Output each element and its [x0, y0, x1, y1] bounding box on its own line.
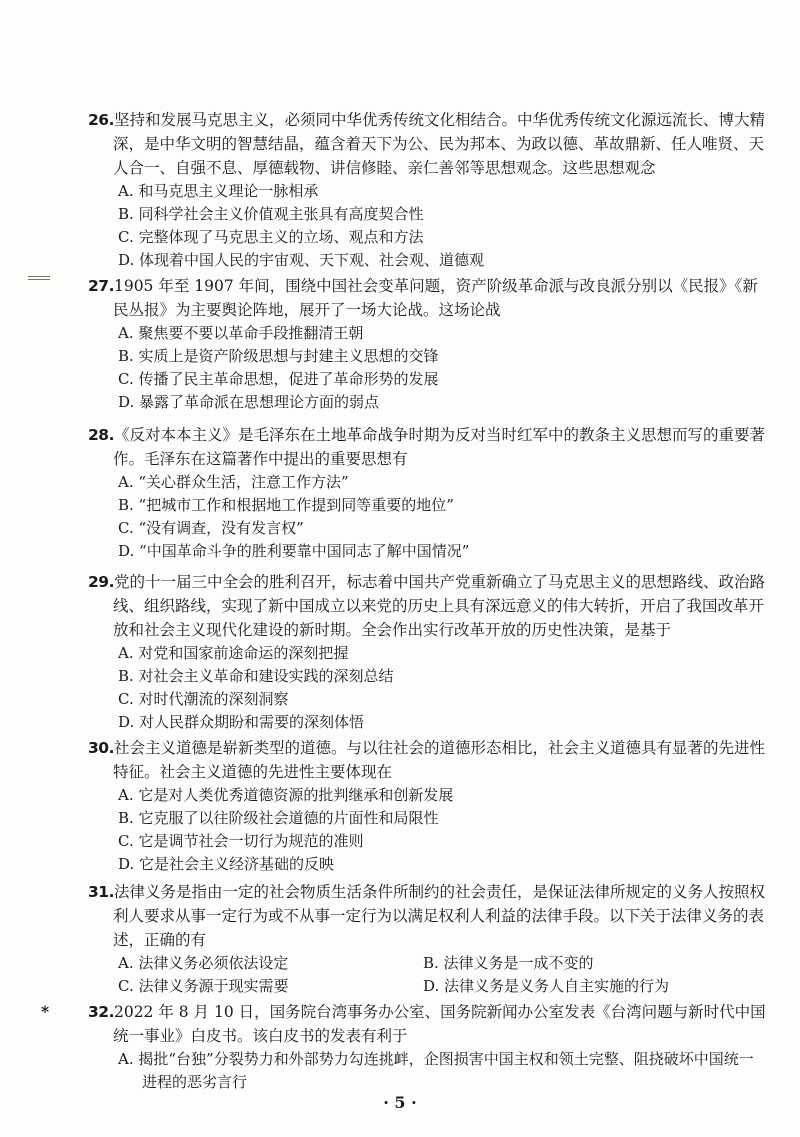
question-number: 31.: [88, 883, 114, 901]
question-stem: 党的十一届三中全会的胜利召开，标志着中国共产党重新确立了马克思主义的思想路线、政治路线、组织路线，实现了新中国成立以来党的历史上具有深远意义的伟大转折，开启了我国改革开放和社会主义现代化建设的新时期。全会作出实行改革开放的历史性决策，是基于: [113, 573, 765, 639]
question-number: 30.: [88, 739, 114, 757]
option-c: C. 法律义务源于现实需要: [118, 977, 289, 995]
question-26: [88, 108, 768, 272]
option-a: A. 聚焦要不要以革命手段推翻清王朝: [118, 324, 364, 342]
option-d: D. 对人民群众期盼和需要的深刻体悟: [118, 713, 365, 731]
question-32: * 32.2022 年 8 月 10 日，国务院台湾事务办公室、国务院新闻办公室发表《台湾问题与新时代中国统一事业》白皮书。该白皮书的发表有利于 A. 揭批“台独”分裂势力和外部势力勾连挑衅，企图损害中国主权和领土完整、阻挠破坏中国统一进程的恶劣言行: [88, 1000, 768, 1094]
question-number: 27.: [88, 277, 114, 295]
question-30: [88, 736, 768, 876]
option-c: C. 完整体现了马克思主义的立场、观点和方法: [118, 228, 424, 246]
question-stem: 社会主义道德是崭新类型的道德。与以往社会的道德形态相比，社会主义道德具有显著的先进性特征。社会主义道德的先进性主要体现在: [113, 739, 765, 781]
option-a: A. “关心群众生活，注意工作方法”: [118, 473, 349, 491]
question-stem: 法律义务是指由一定的社会物质生活条件所制约的社会责任，是保证法律所规定的义务人按照权利人要求从事一定行为或不从事一定行为以满足权利人利益的法律手段。以下关于法律义务的表述，正确的有: [113, 883, 765, 949]
option-c: C. 它是调节社会一切行为规范的准则: [118, 832, 364, 850]
option-row: [118, 952, 768, 975]
page-number: · 5 ·: [383, 1093, 417, 1112]
option-a: A. 和马克思主义理论一脉相承: [118, 182, 319, 200]
option-a: A. 对党和国家前途命运的深刻把握: [118, 644, 349, 662]
option-b: B. 法律义务是一成不变的: [423, 954, 594, 972]
question-number: 28.: [88, 426, 114, 444]
option-d: D. 体现着中国人民的宇宙观、天下观、社会观、道德观: [118, 251, 485, 269]
option-d: D. 法律义务是义务人自主实施的行为: [423, 977, 670, 995]
option-d: D. 暴露了革命派在思想理论方面的弱点: [118, 393, 380, 411]
option-c: C. 对时代潮流的深刻洞察: [118, 690, 289, 708]
scan-mark: [28, 276, 50, 282]
option-d: D. “中国革命斗争的胜利要靠中国同志了解中国情况”: [118, 542, 470, 560]
question-29: [88, 570, 768, 734]
option-a: A. 法律义务必须依法设定: [118, 954, 289, 972]
option-c: C. “没有调查，没有发言权”: [118, 519, 304, 537]
option-b: B. 对社会主义革命和建设实践的深刻总结: [118, 667, 394, 685]
question-stem: 《反对本本主义》是毛泽东在土地革命战争时期为反对当时红军中的教条主义思想而写的重要著作。毛泽东在这篇著作中提出的重要思想有: [113, 426, 765, 468]
option-a: A. 它是对人类优秀道德资源的批判继承和创新发展: [118, 786, 454, 804]
question-number: 26.: [88, 111, 114, 129]
question-31: [88, 880, 768, 998]
option-c: C. 传播了民主革命思想，促进了革命形势的发展: [118, 370, 439, 388]
option-a: A. 揭批“台独”分裂势力和外部势力勾连挑衅，企图损害中国主权和领土完整、阻挠破坏中国统一进程的恶劣言行: [118, 1050, 754, 1091]
option-b: B. 它克服了以往阶级社会道德的片面性和局限性: [118, 809, 439, 827]
option-row: [118, 975, 768, 998]
question-stem: 2022 年 8 月 10 日，国务院台湾事务办公室、国务院新闻办公室发表《台湾问题与新时代中国统一事业》白皮书。该白皮书的发表有利于: [113, 1003, 766, 1045]
question-number: 32.: [88, 1003, 114, 1021]
question-28: [88, 423, 768, 563]
option-b: B. 实质上是资产阶级思想与封建主义思想的交锋: [118, 347, 439, 365]
question-number: 29.: [88, 573, 114, 591]
question-stem: 1905 年至 1907 年间，围绕中国社会变革问题，资产阶级革命派与改良派分别以《民报》《新民丛报》为主要舆论阵地，展开了一场大论战。这场论战: [113, 277, 758, 319]
option-d: D. 它是社会主义经济基础的反映: [118, 855, 335, 873]
option-b: B. “把城市工作和根据地工作提到同等重要的地位”: [118, 496, 454, 514]
option-b: B. 同科学社会主义价值观主张具有高度契合性: [118, 205, 424, 223]
question-27: [88, 274, 768, 414]
question-stem: 坚持和发展马克思主义，必须同中华优秀传统文化相结合。中华优秀传统文化源远流长、博大精深，是中华文明的智慧结晶，蕴含着天下为公、民为邦本、为政以德、革故鼎新、任人唯贤、天人合一、自强不息、厚德载物、讲信修睦、亲仁善邻等思想观念。这些思想观念: [113, 111, 765, 177]
